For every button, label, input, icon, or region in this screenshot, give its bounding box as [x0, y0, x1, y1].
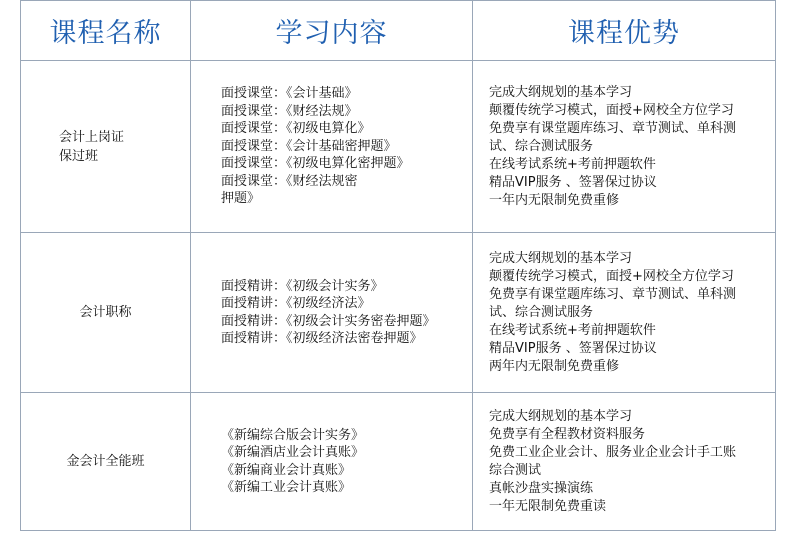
advantage-line: 免费享有全程教材资料服务: [489, 426, 646, 442]
header-advantages: 课程优势: [473, 1, 776, 61]
advantage-line: 在线考试系统+考前押题软件: [489, 322, 656, 338]
content-line: 面授课堂：《财经法规密: [221, 173, 358, 189]
course-name-cell: [21, 233, 191, 393]
content-cell: [191, 233, 473, 393]
advantage-line: 精品VIP服务 、签署保过协议: [489, 174, 657, 190]
advantage-line: 综合测试: [489, 462, 542, 478]
content-line: 面授精讲：《初级经济法密卷押题》: [221, 331, 423, 346]
header-course-name: 课程名称: [21, 1, 191, 61]
content-line: 面授课堂：《初级电算化密押题》: [221, 156, 410, 172]
advantage-line: 免费工业企业会计、服务业企业会计手工账: [489, 444, 737, 460]
advantage-line: 试、综合测试服务: [489, 138, 594, 154]
header-content: 学习内容: [191, 1, 473, 61]
content-line: 面授课堂：《财经法规》: [221, 103, 358, 119]
course-table: [20, 0, 776, 531]
content-line: 面授课堂：《会计基础》: [221, 86, 358, 102]
advantage-cell: [473, 393, 776, 531]
content-line: 《新编商业会计真账》: [221, 462, 352, 478]
advantage-line: 真帐沙盘实操演练: [489, 480, 594, 496]
course-name-line: 会计上岗证: [59, 129, 125, 145]
content-line: 面授精讲：《初级经济法》: [221, 296, 371, 311]
content-line: 面授精讲：《初级会计实务》: [221, 278, 384, 294]
course-name-line: 金会计全能班: [66, 454, 145, 469]
course-name-cell: [21, 61, 191, 233]
advantage-line: 颠覆传统学习模式，面授+网校全方位学习: [489, 102, 734, 118]
content-line: 《新编综合版会计实务》: [221, 427, 365, 443]
header-row: [21, 1, 776, 61]
advantage-line: 试、综合测试服务: [489, 304, 594, 320]
advantage-line: 免费享有课堂题库练习、章节测试、单科测: [489, 120, 737, 136]
course-name-line: 会计职称: [79, 305, 132, 320]
advantage-line: 完成大纲规划的基本学习: [489, 250, 633, 266]
advantage-cell: [473, 61, 776, 233]
content-line: 面授精讲：《初级会计实务密卷押题》: [221, 313, 436, 329]
content-cell: [191, 393, 473, 531]
advantage-line: 两年内无限制免费重修: [489, 358, 620, 374]
advantage-line: 在线考试系统+考前押题软件: [489, 156, 656, 172]
course-name-line: 保过班: [59, 148, 99, 164]
advantage-line: 颠覆传统学习模式，面授+网校全方位学习: [489, 268, 734, 284]
content-line: 押题》: [221, 191, 261, 207]
advantage-cell: [473, 233, 776, 393]
advantage-line: 完成大纲规划的基本学习: [489, 408, 633, 424]
advantage-line: 一年内无限制免费重修: [489, 192, 620, 208]
table-row: [21, 61, 776, 233]
advantage-line: 一年无限制免费重读: [489, 498, 607, 514]
content-line: 面授课堂：《初级电算化》: [221, 121, 371, 137]
advantage-line: 精品VIP服务 、签署保过协议: [489, 340, 657, 356]
content-line: 《新编工业会计真账》: [221, 480, 352, 495]
advantage-line: 免费享有课堂题库练习、章节测试、单科测: [489, 286, 737, 302]
content-line: 《新编酒店业会计真账》: [221, 445, 365, 460]
advantage-line: 完成大纲规划的基本学习: [489, 84, 633, 100]
table-row: [21, 233, 776, 393]
content-cell: [191, 61, 473, 233]
table-row: [21, 393, 776, 531]
content-line: 面授课堂：《会计基础密押题》: [221, 138, 397, 154]
course-name-cell: [21, 393, 191, 531]
